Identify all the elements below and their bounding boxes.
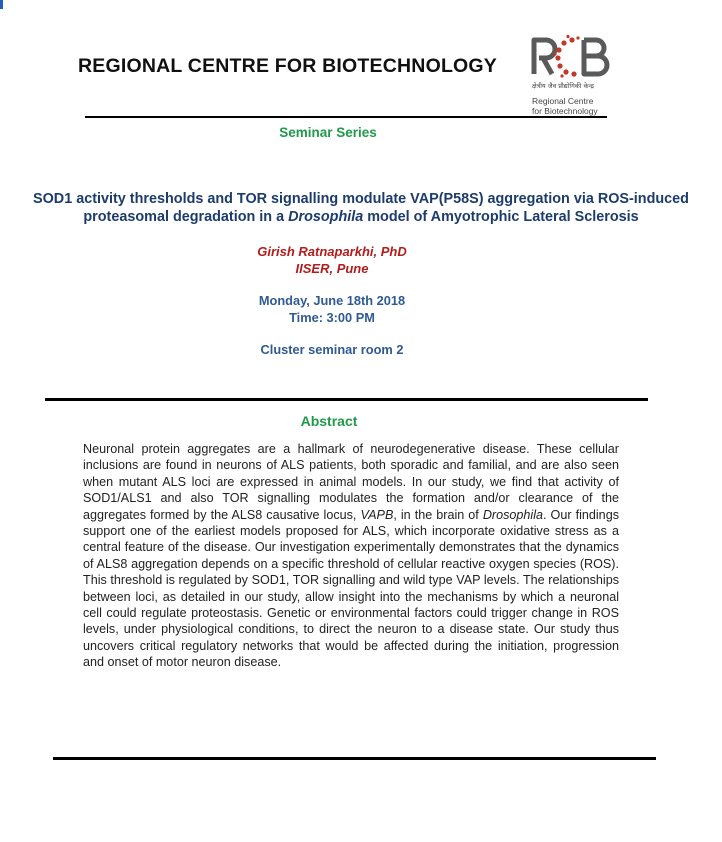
abstract-heading: Abstract xyxy=(300,413,358,429)
abstract-text-3: . Our findings support one of the earliest models proposed for ALS, which incorporate oxidative stress as a central feature of the disease. Our investigation experimentally demonstrates that the dynamics of ALS8 aggregation depends on a specific threshold of cellular reactive oxygen species (ROS). This threshold is regulated by SOD1, TOR signalling and wild type VAP levels. The relationships between loci, as detailed in our study, allow insight into the mechanisms by which a neuronal cell could regulate proteostasis. Genetic or environmental factors could trigger change in ROS levels, under physiological conditions, to direct the neuron to a disease state. Our study thus uncovers critical regulatory networks that would be affected during the initiation, progression and onset of motor neuron disease. xyxy=(83,507,619,670)
abstract-italic-vapb: VAPB xyxy=(360,507,394,522)
abstract-italic-drosophila: Drosophila xyxy=(482,507,544,522)
seminar-time: Time: 3:00 PM xyxy=(289,310,375,325)
abstract-body xyxy=(83,441,619,671)
abstract-text-2: , in the brain of xyxy=(393,507,483,522)
talk-title-part1: SOD1 activity thresholds and TOR signalling modulate VAP(P58S) aggregation via ROS-induced proteasomal degradation in a xyxy=(33,191,689,225)
header-divider xyxy=(85,116,607,118)
logo-name-line1: Regional Centre xyxy=(532,96,594,106)
talk-title-part2: model of Amyotrophic Lateral Sclerosis xyxy=(363,209,639,225)
series-label: Seminar Series xyxy=(279,125,377,140)
speaker-affiliation: IISER, Pune xyxy=(295,261,369,276)
seminar-date: Monday, June 18th 2018 xyxy=(258,293,406,308)
rcb-logo-mark-icon xyxy=(530,34,610,78)
speaker-name: Girish Ratnaparkhi, PhD xyxy=(257,244,407,259)
abstract-divider xyxy=(45,398,648,401)
talk-title xyxy=(30,190,692,226)
seminar-venue: Cluster seminar room 2 xyxy=(260,342,404,357)
footer-divider xyxy=(53,757,656,760)
logo-hindi-name: क्षेत्रीय जैव प्रौद्योगिकी केन्द्र xyxy=(532,82,594,90)
talk-title-italic: Drosophila xyxy=(288,209,364,225)
rcb-logo xyxy=(530,34,622,120)
abstract-text-1: Neuronal protein aggregates are a hallmark of neurodegenerative disease. These cellular inclusions are found in neurons of ALS patients, both sporadic and familial, and are also seen when mutant ALS loci are expressed in animal models. In our study, we find that activity of SOD1/ALS1 and also TOR signalling modulates the formation and/or clearance of the aggregates formed by the ALS8 causative locus, xyxy=(83,442,619,522)
institution-title: REGIONAL CENTRE FOR BIOTECHNOLOGY xyxy=(78,55,498,77)
logo-name-line2: for Biotechnology xyxy=(532,106,598,116)
corner-mark xyxy=(0,0,3,9)
